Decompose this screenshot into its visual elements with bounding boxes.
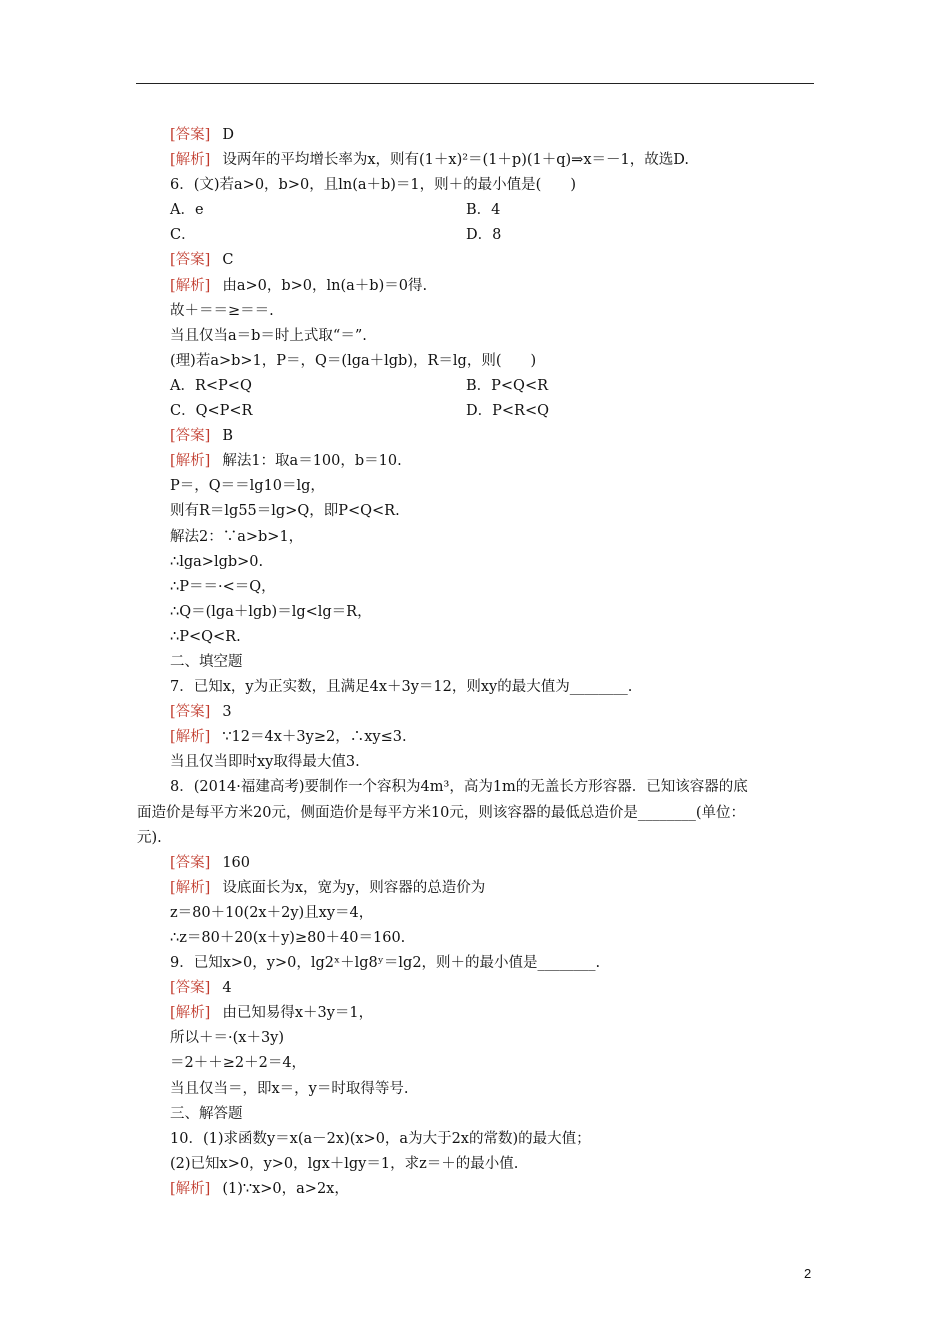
answer-tag: [解析] [170,152,211,169]
text-line [0,1127,950,1152]
text-line [0,750,950,775]
text-line [0,650,950,675]
text-line [0,951,950,976]
text-line [0,801,950,826]
text-line [0,575,950,600]
text-line [0,324,950,349]
text-line [0,474,950,499]
line-text: D [222,127,234,143]
answer-tag: [解析] [170,1180,211,1197]
annotated-line [0,700,950,725]
answer-tag: [答案] [170,704,211,721]
annotated-line [0,424,950,449]
line-text: 由已知易得x＋3y＝1， [222,1005,374,1022]
text-line [0,374,950,399]
text-line [0,1077,950,1102]
text-line [0,625,950,650]
line-text: (1)∵x>0，a>2x， [222,1180,349,1197]
text-line [0,499,950,524]
text-line [0,1152,950,1177]
text-line [0,223,950,248]
answer-tag: [解析] [170,879,211,896]
text-line [0,1102,950,1127]
line-text: 当且仅当＝，即x＝，y＝时取得等号. [170,1080,409,1097]
header-rule [136,83,814,84]
option-right: B．4 [466,202,501,219]
line-text: 二、填空题 [170,653,243,670]
line-text: 由a>0，b>0，ln(a＋b)＝0得. [222,277,428,294]
answer-tag: [答案] [170,428,211,445]
annotated-line [0,449,950,474]
line-text: 则有R＝lg55＝lg>Q，即P<Q<R. [170,503,400,520]
line-text: A．R<P<Q [170,377,252,394]
line-text: ∴P<Q<R. [170,628,241,645]
annotated-line [0,851,950,876]
line-text: 所以＋＝·(x＋3y) [170,1030,285,1047]
answer-tag: [答案] [170,252,211,269]
annotated-line [0,148,950,173]
answer-tag: [解析] [170,729,211,746]
line-text: 三、解答题 [170,1105,243,1122]
annotated-line [0,274,950,299]
text-line [0,399,950,424]
line-text: C [222,252,234,269]
option-right: B．P<Q<R [466,377,549,394]
page-body [0,123,950,1202]
line-text: 故＋＝＝≥＝＝. [170,302,274,319]
annotated-line [0,1001,950,1026]
line-text: (理)若a>b>1，P＝，Q＝(lga＋lgb)，R＝lg，则( ) [170,352,537,369]
line-text: 面造价是每平方米20元，侧面造价是每平方米10元，则该容器的最低总造价是________(单位： [137,804,746,821]
line-text: ∴Q＝(lga＋lgb)＝lg<lg＝R， [170,603,372,620]
line-text: 解法2：∵a>b>1， [170,528,304,545]
text-line [0,826,950,851]
line-text: 3 [222,704,232,721]
line-text: (2)已知x>0，y>0，lgx＋lgy＝1，求z＝＋的最小值. [170,1155,519,1172]
answer-tag: [解析] [170,277,211,294]
text-line [0,550,950,575]
line-text: 4 [222,980,232,997]
text-line [0,600,950,625]
answer-tag: [答案] [170,854,211,871]
annotated-line [0,248,950,273]
line-text: 9．已知x>0，y>0，lg2ˣ＋lg8ʸ＝lg2，则＋的最小值是________. [170,955,601,972]
text-line [0,173,950,198]
option-right: D．8 [466,227,502,244]
annotated-line [0,876,950,901]
line-text: ＝2＋＋≥2＋2＝4， [170,1055,307,1072]
answer-tag: [答案] [170,127,211,143]
line-text: 当且仅当即时xy取得最大值3. [170,754,360,771]
line-text: 设两年的平均增长率为x，则有(1＋x)²＝(1＋p)(1＋q)⇒x＝－1，故选D. [222,152,689,169]
line-text: A．e [170,202,204,219]
annotated-line [0,976,950,1001]
text-line [0,349,950,374]
text-line [0,1051,950,1076]
text-line [0,675,950,700]
line-text: C． [170,227,196,244]
line-text: B [222,428,233,445]
annotated-line [0,725,950,750]
option-right: D．P<R<Q [466,403,549,420]
line-text: 160 [222,854,251,871]
page-number: 2 [804,1266,812,1281]
answer-tag: [解析] [170,1005,211,1022]
annotated-line [0,123,950,148]
line-text: ∴z＝80＋20(x＋y)≥80＋40＝160. [170,930,406,946]
line-text: ∵12＝4x＋3y≥2，∴xy≤3. [222,729,407,746]
answer-tag: [解析] [170,453,211,470]
text-line [0,299,950,324]
line-text: 解法1：取a＝100，b＝10. [222,453,402,470]
annotated-line [0,1177,950,1202]
text-line [0,901,950,926]
text-line [0,775,950,800]
line-text: P＝，Q＝＝lg10＝lg， [170,478,325,495]
line-text: 10．(1)求函数y＝x(a－2x)(x>0，a为大于2x的常数)的最大值； [170,1130,591,1147]
line-text: 设底面长为x，宽为y，则容器的总造价为 [222,879,486,896]
line-text: ∴P＝＝·<＝Q， [170,578,276,595]
line-text: z＝80＋10(2x＋2y)且xy＝4， [170,904,374,921]
text-line [0,1026,950,1051]
line-text: 6．(文)若a>0，b>0，且ln(a＋b)＝1，则＋的最小值是( ) [170,177,576,194]
line-text: 当且仅当a＝b＝时上式取“＝”. [170,327,367,344]
line-text: ∴lga>lgb>0. [170,553,264,570]
answer-tag: [答案] [170,980,211,997]
line-text: 元). [137,829,162,846]
line-text: 8．(2014·福建高考)要制作一个容积为4m³，高为1m的无盖长方形容器．已知该容器的底 [170,779,748,796]
line-text: 7．已知x，y为正实数，且满足4x＋3y＝12，则xy的最大值为________. [170,679,633,696]
line-text: C．Q<P<R [170,403,253,420]
text-line [0,198,950,223]
text-line [0,926,950,951]
text-line [0,525,950,550]
